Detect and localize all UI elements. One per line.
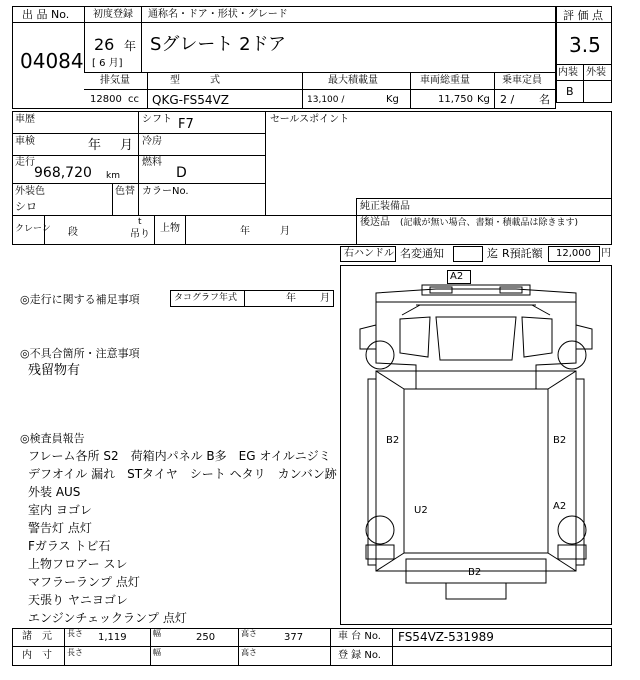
crane-label: クレーン — [15, 224, 51, 234]
tacho-year: 年 — [286, 293, 296, 304]
diagram-mark: B2 — [386, 435, 400, 446]
score-label: 評 価 点 — [563, 9, 603, 22]
interior-label: 内装 — [558, 67, 578, 78]
name-change-box — [453, 246, 483, 262]
name-change-label: 名変通知 — [400, 247, 444, 260]
inspector-line: マフラーランプ 点灯 — [28, 575, 140, 589]
inspector-line: デフオイル 漏れ STタイヤ シート ヘタリ カンバン跡 — [28, 467, 337, 481]
displacement-value: 12800 — [90, 94, 122, 105]
name-change-suffix: 迄 — [487, 247, 498, 260]
gross-weight-value: 11,750 — [438, 94, 473, 105]
color-change-label: 色替 — [115, 186, 135, 197]
first-reg-year: 26 — [94, 35, 115, 54]
first-reg-month: [ 6 月] — [92, 58, 123, 69]
diagram-mark: U2 — [414, 505, 428, 516]
crane-stage: 段 — [68, 227, 78, 238]
inspection-year: 年 — [88, 138, 102, 153]
capacity-value: 2 / — [500, 93, 515, 106]
color-no-label: カラーNo. — [142, 186, 189, 197]
height-value: 377 — [284, 632, 304, 643]
fuel-value: D — [176, 165, 187, 181]
length-value: 1,119 — [98, 632, 127, 643]
capacity-unit: 名 — [539, 93, 550, 106]
genuine-equip-label: 純正装備品 — [360, 201, 410, 212]
interior-grade: B — [566, 85, 574, 98]
inspector-line: エンジンチェックランプ 点灯 — [28, 611, 187, 625]
r-deposit-value: 12,000 — [556, 248, 591, 259]
displacement-label: 排気量 — [100, 75, 130, 86]
lot-no: 04084 — [20, 49, 84, 73]
defects-title: ◎不具合箇所・注意事項 — [20, 347, 140, 360]
dims-label: 諸 元 — [22, 631, 52, 642]
aftermarket-note: (記載が無い場合、書類・積載品は除きます) — [400, 218, 579, 228]
lot-no-label: 出 品 No. — [22, 8, 70, 21]
r-deposit-unit: 円 — [601, 248, 611, 259]
gross-weight-label: 車両総重量 — [420, 75, 470, 86]
upper-month: 月 — [280, 226, 290, 237]
displacement-unit: cc — [128, 94, 139, 105]
inspector-line: Fガラス トビ石 — [28, 539, 111, 553]
aftermarket-label: 後送品 — [360, 217, 390, 228]
supplement-title: ◎走行に関する補足事項 — [20, 293, 140, 306]
inner-label: 内 寸 — [22, 650, 52, 661]
mileage-label: 走行 — [15, 157, 35, 168]
inner-length-label: 長さ — [67, 648, 83, 657]
width-value: 250 — [196, 632, 216, 643]
gross-weight-unit: Kg — [477, 94, 490, 105]
tacho-label: タコグラフ年式 — [174, 293, 238, 303]
inspector-line: 天張り ヤニヨゴレ — [28, 593, 128, 607]
reg-label: 登 録 No. — [338, 650, 381, 661]
ext-color-value: シロ — [15, 200, 37, 213]
inspection-month: 月 — [120, 138, 134, 153]
diagram-mark: A2 — [553, 501, 567, 512]
upper-year: 年 — [240, 226, 250, 237]
ext-color-label: 外装色 — [15, 186, 45, 197]
height-label: 高さ — [241, 629, 257, 638]
grade-text: Sグレート 2ドア — [150, 34, 287, 55]
tacho-month: 月 — [320, 293, 330, 304]
first-reg-year-unit: 年 — [124, 39, 137, 53]
r-deposit-label: R預託額 — [502, 247, 543, 260]
inspector-line: 警告灯 点灯 — [28, 521, 92, 535]
max-load-unit: Kg — [386, 94, 399, 105]
model-label: 型 式 — [170, 75, 220, 86]
inspector-line: 外装 AUS — [28, 485, 81, 499]
exterior-label: 外装 — [586, 67, 606, 78]
inner-height-label: 高さ — [241, 648, 257, 657]
shift-value: F7 — [178, 117, 194, 132]
mileage-unit: km — [106, 171, 120, 181]
chassis-value: FS54VZ-531989 — [398, 630, 494, 644]
inner-width-label: 幅 — [153, 648, 161, 657]
defect-line: 残留物有 — [28, 363, 81, 378]
diagram-mark: B2 — [468, 567, 482, 578]
shift-label: シフト — [142, 114, 172, 125]
capacity-label: 乗車定員 — [502, 75, 542, 86]
upper-label: 上物 — [160, 223, 180, 234]
fuel-label: 燃料 — [142, 157, 162, 168]
diagram-mark: B2 — [553, 435, 567, 446]
name-label: 通称名・ドア・形状・グレード — [148, 9, 288, 20]
crane-ton: t — [138, 217, 142, 227]
diagram-mark: A2 — [450, 271, 464, 282]
length-label: 長さ — [67, 629, 83, 638]
model-value: QKG-FS54VZ — [152, 93, 229, 107]
crane-lift: 吊り — [130, 229, 150, 240]
score-value: 3.5 — [569, 33, 601, 57]
width-label: 幅 — [153, 629, 161, 638]
chassis-label: 車 台 No. — [338, 631, 381, 642]
inspector-line: フレーム各所 S2 荷箱内パネル B多 EG オイルニジミ — [28, 449, 331, 463]
inspector-title: ◎検査員報告 — [20, 432, 85, 445]
aircon-label: 冷房 — [142, 136, 162, 147]
max-load-value: 13,100 / — [307, 95, 345, 105]
rhd-label: 右ハンドル — [344, 248, 394, 259]
history-label: 車歴 — [15, 114, 35, 125]
inspection-label: 車検 — [15, 136, 35, 147]
mileage-value: 968,720 — [34, 165, 92, 181]
inspector-line: 上物フロアー スレ — [28, 557, 128, 571]
sales-points-label: セールスポイント — [270, 114, 350, 125]
first-reg-label: 初度登録 — [93, 9, 133, 20]
inspector-line: 室内 ヨゴレ — [28, 503, 92, 517]
max-load-label: 最大積載量 — [328, 75, 378, 86]
